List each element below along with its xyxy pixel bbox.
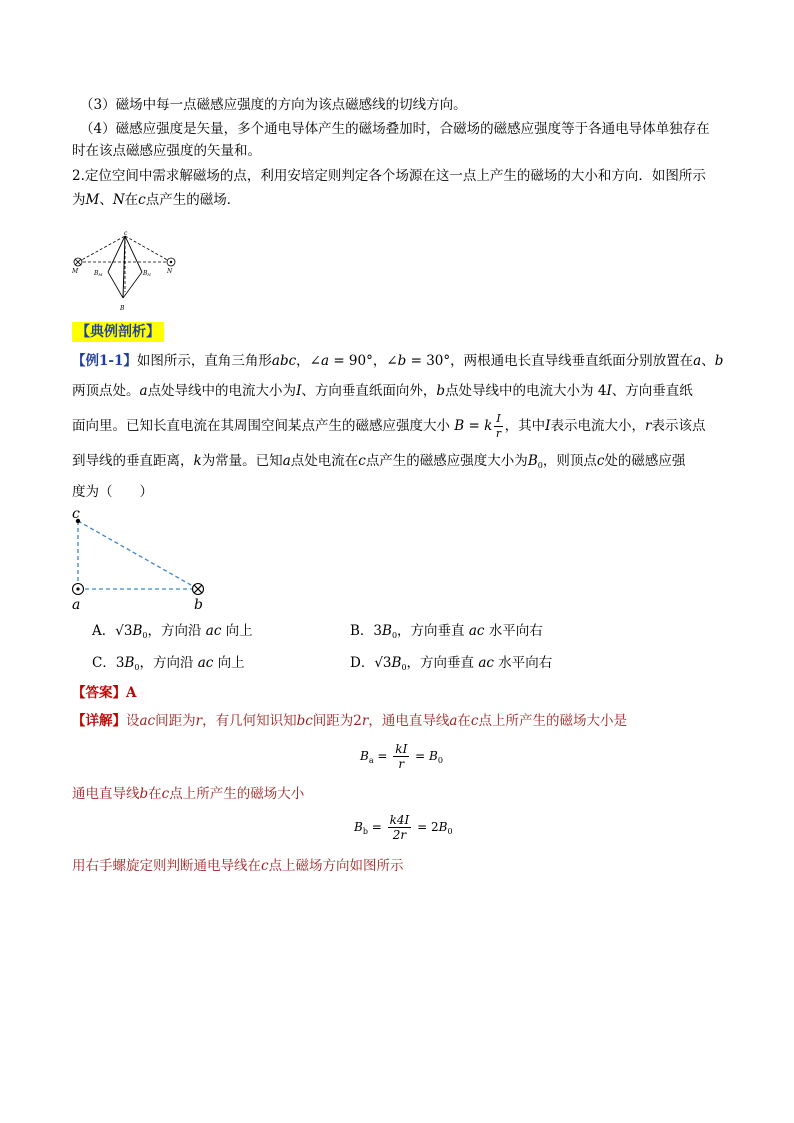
- text: 点处导线中的电流大小为 4: [445, 383, 607, 399]
- option-C[interactable]: [92, 653, 245, 678]
- detail-line2: [72, 784, 304, 804]
- text: 为: [72, 192, 86, 208]
- var: b: [714, 353, 724, 369]
- numerator: kI: [395, 742, 408, 756]
- var: B: [354, 820, 363, 834]
- text: 通电直导线: [72, 786, 140, 802]
- example-label: 【例1-1】: [72, 353, 137, 369]
- denominator: r: [398, 757, 405, 771]
- label-BN: BN: [143, 270, 151, 277]
- text: 、: [701, 353, 715, 369]
- text: 在: [457, 713, 471, 729]
- option-D[interactable]: [350, 653, 552, 678]
- formula-eq: =: [464, 418, 485, 434]
- formula-fraction: [494, 412, 502, 441]
- var: c: [596, 453, 605, 469]
- text: 间距为: [155, 713, 196, 729]
- point-3: （3）磁场中每一点磁感应强度的方向为该点磁感线的切线方向。: [80, 97, 467, 113]
- parallelogram-edge: [108, 272, 123, 298]
- answer-label: 【答案】: [72, 685, 126, 701]
- var: B: [391, 655, 402, 671]
- subscript: a: [368, 756, 374, 765]
- var: c: [470, 713, 479, 729]
- var: ac: [205, 623, 222, 639]
- var: ac: [468, 623, 485, 639]
- text: 在: [124, 192, 139, 208]
- var: r: [195, 713, 203, 729]
- text: 表示电流大小，: [550, 418, 646, 434]
- text: 水平向右: [488, 623, 543, 639]
- text: 点上磁场方向如图所示: [268, 858, 404, 874]
- var: I: [296, 383, 302, 399]
- formula-k: k: [484, 418, 493, 434]
- var: B: [360, 749, 369, 763]
- eq: =: [367, 820, 386, 834]
- var: r: [361, 713, 369, 729]
- fraction: [388, 813, 412, 842]
- subscript: 0: [134, 663, 140, 672]
- text: 为常量。已知: [201, 453, 283, 469]
- text: ，其中: [504, 418, 546, 434]
- var-M: M: [85, 192, 100, 208]
- text: 、方向垂直纸: [611, 383, 693, 399]
- label-a: a: [72, 597, 81, 613]
- var: b: [397, 353, 407, 369]
- text: 点产生的磁感应强度大小为: [365, 453, 528, 469]
- var: I: [545, 418, 551, 434]
- nc-dashed-line: [125, 236, 171, 262]
- var-N: N: [112, 192, 125, 208]
- text: = 90°，∠: [329, 353, 398, 369]
- var: B: [438, 820, 448, 834]
- text: ，方向垂直: [406, 655, 475, 671]
- option-label: C．: [92, 655, 116, 671]
- point-4-line2: 时在该点磁感应强度的矢量和。: [72, 143, 261, 159]
- text: 、: [99, 192, 113, 208]
- denominator: r: [495, 427, 502, 440]
- var: ac: [478, 655, 494, 671]
- text: 点产生的磁场．: [145, 192, 241, 208]
- subscript: 0: [537, 461, 543, 470]
- subscript: 0: [401, 663, 407, 672]
- text: ，通电直导线: [368, 713, 450, 729]
- coef: 3: [373, 623, 383, 639]
- option-label: D．: [350, 655, 375, 671]
- option-label: B．: [350, 623, 374, 639]
- var: bc: [296, 713, 313, 729]
- eq: =: [373, 749, 392, 763]
- mc-dashed-line: [78, 236, 125, 262]
- label-N: N: [167, 268, 173, 275]
- option-B[interactable]: [350, 621, 543, 646]
- text: ，方向沿: [147, 623, 202, 639]
- var: a: [139, 383, 148, 399]
- label-BM: BM: [94, 270, 103, 277]
- text: = 30°，两根通电长直导线垂直纸面分别放置在: [406, 353, 694, 369]
- numerator: k4I: [389, 813, 410, 827]
- var-c: c: [138, 192, 146, 208]
- var: abc: [271, 353, 297, 369]
- var: r: [645, 418, 652, 434]
- text: 点上所产生的磁场大小是: [478, 713, 627, 729]
- point-4-line1: （4）磁感应强度是矢量，多个通电导体产生的磁场叠加时，合磁场的磁感应强度等于各通电导体单独存在: [80, 121, 710, 137]
- detail-line1: [72, 711, 627, 731]
- parallelogram-edge: [123, 272, 142, 298]
- example-line2: [72, 381, 693, 401]
- example-line4: [72, 451, 685, 476]
- vector-BN: [125, 236, 142, 272]
- text: 点处电流在: [290, 453, 359, 469]
- magnetic-field-vector-figure: [68, 222, 188, 314]
- subscript: 0: [142, 631, 148, 640]
- answer-value: A: [126, 685, 137, 701]
- text: 如图所示，直角三角形: [136, 353, 272, 369]
- text: 用右手螺旋定则判断通电导线在: [72, 858, 261, 874]
- formula-Ba: [360, 742, 443, 771]
- section-title-typical-examples: 【典例剖析】: [72, 322, 164, 342]
- eq: = 2: [413, 820, 439, 834]
- sqrt: √3: [115, 623, 133, 639]
- var: a: [449, 713, 458, 729]
- subscript: 0: [437, 756, 443, 765]
- text: ，∠: [296, 353, 321, 369]
- var: a: [693, 353, 702, 369]
- point-2-line1: 2.定位空间中需求解磁场的点，利用安培定则判定各个场源在这一点上产生的磁场的大小和方向．如图所示: [72, 168, 706, 184]
- subscript: 0: [391, 631, 398, 640]
- var: a: [320, 353, 330, 369]
- var: ac: [197, 655, 214, 671]
- var: c: [358, 453, 366, 469]
- text: 两顶点处。: [72, 383, 140, 399]
- label-c: c: [72, 506, 80, 522]
- label-c: c: [124, 230, 128, 237]
- right-triangle-figure: [66, 505, 216, 613]
- label-B: B: [120, 305, 125, 312]
- sqrt: √3: [374, 655, 392, 671]
- var: a: [282, 453, 291, 469]
- text: 设: [126, 713, 140, 729]
- point-2-line2: [72, 190, 240, 210]
- denominator: 2r: [392, 828, 407, 842]
- subscript: b: [362, 827, 368, 836]
- label-M: M: [72, 268, 79, 275]
- example-line3: [72, 412, 705, 441]
- example-line1: [72, 351, 723, 371]
- text: 向上: [225, 623, 253, 639]
- text: 表示该点: [651, 418, 706, 434]
- text: 到导线的垂直距离，: [72, 453, 194, 469]
- option-A[interactable]: [92, 621, 253, 646]
- fraction: [393, 742, 409, 771]
- var: B: [382, 623, 392, 639]
- label-b: b: [194, 597, 203, 613]
- text: 水平向右: [498, 655, 553, 671]
- example-line5: 度为（ ）: [72, 484, 153, 500]
- vector-BM: [108, 236, 125, 272]
- var: b: [139, 786, 149, 802]
- side-bc: [78, 521, 198, 589]
- text: 2: [353, 713, 362, 729]
- var: b: [436, 383, 446, 399]
- text: ，方向垂直: [397, 623, 465, 639]
- subscript: 0: [447, 827, 453, 836]
- text: 面向里。已知长直电流在其周围空间某点产生的磁感应强度大小: [72, 418, 450, 434]
- text: ，有几何知识知: [202, 713, 297, 729]
- var: k: [193, 453, 202, 469]
- text: 处的磁感应强: [604, 453, 686, 469]
- detail-line3: [72, 856, 404, 876]
- text: 在: [148, 786, 162, 802]
- numerator: I: [496, 412, 501, 425]
- var: B: [132, 623, 143, 639]
- text: 点上所产生的磁场大小: [169, 786, 305, 802]
- var: c: [161, 786, 170, 802]
- eq: =: [411, 749, 429, 763]
- var: I: [606, 383, 612, 399]
- option-label: A．: [92, 623, 116, 639]
- var: B: [124, 655, 135, 671]
- text: 点处导线中的电流大小为: [147, 383, 297, 399]
- text: 向上: [217, 655, 245, 671]
- answer-line: [72, 683, 136, 703]
- coef: 3: [115, 655, 125, 671]
- var: B: [429, 749, 438, 763]
- formula-B: B: [454, 418, 465, 434]
- text: 、方向垂直纸面向外，: [301, 383, 437, 399]
- formula-Bb: [354, 813, 453, 842]
- text: ，方向沿: [139, 655, 194, 671]
- text: 间距为: [312, 713, 354, 729]
- detail-label: 【详解】: [72, 713, 126, 729]
- var-B0: B: [527, 453, 538, 469]
- var: ac: [139, 713, 156, 729]
- text: ，则顶点: [542, 453, 597, 469]
- var: c: [261, 858, 269, 874]
